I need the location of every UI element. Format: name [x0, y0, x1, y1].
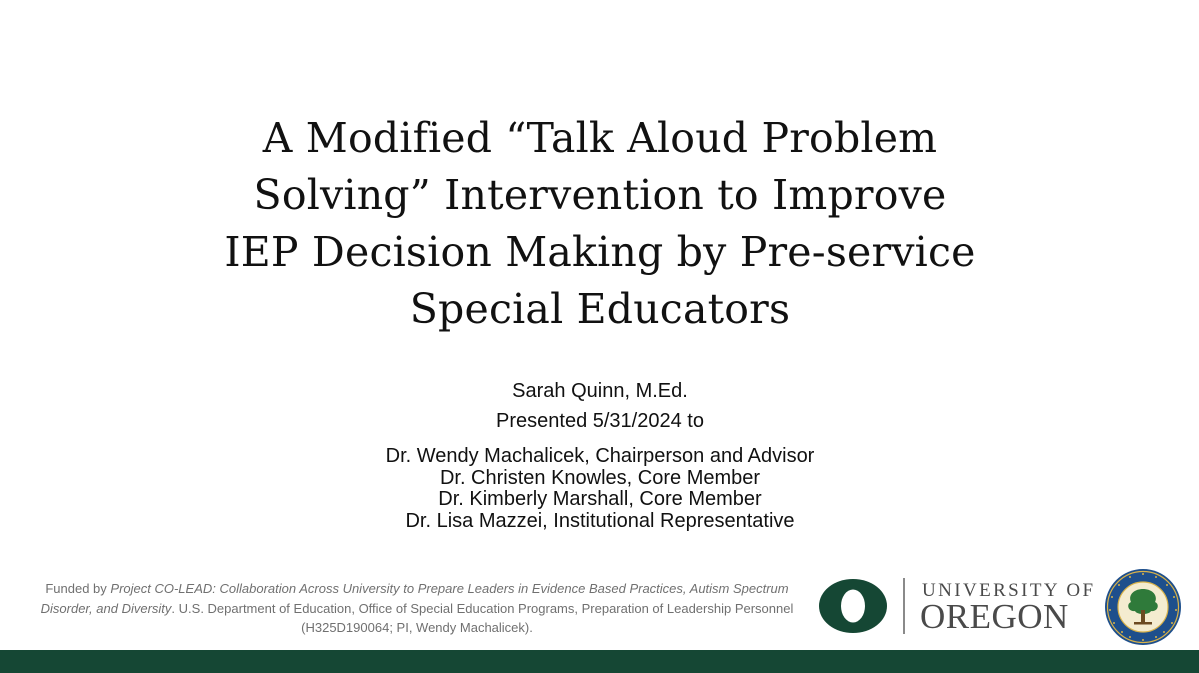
funding-prefix: Funded by [45, 581, 111, 596]
slide-title [150, 110, 1050, 338]
title-line: A Modified “Talk Aloud Problem [262, 114, 938, 162]
oregon-label: OREGON [920, 597, 1069, 636]
funding-statement [22, 579, 812, 638]
title-line: Solving” Intervention to Improve [253, 171, 947, 219]
funding-suffix: . U.S. Department of Education, Office of Special Education Programs, Preparation of Leadership Personnel (H325D190064; PI, Wendy Machalicek). [171, 600, 794, 635]
committee-list [250, 446, 950, 532]
committee-member: Dr. Wendy Machalicek, Chairperson and Advisor [385, 445, 815, 467]
logo-divider [903, 578, 905, 634]
title-line: IEP Decision Making by Pre-service [224, 228, 976, 276]
committee-member: Dr. Kimberly Marshall, Core Member [438, 488, 762, 510]
presenter-name: Sarah Quinn, M.Ed. [512, 380, 688, 402]
university-of-label: UNIVERSITY OF [922, 580, 1096, 601]
oregon-o-logo-icon [818, 578, 888, 634]
presenter-block [300, 376, 900, 436]
presented-date: Presented 5/31/2024 to [496, 410, 704, 432]
committee-member: Dr. Lisa Mazzei, Institutional Representative [405, 509, 795, 532]
department-of-education-seal-icon [1104, 568, 1182, 646]
footer-bar [0, 650, 1199, 673]
funding-project: Project CO-LEAD: Collaboration Across University to Prepare Leaders in Evidence Based Practices, Autism Spectrum Disorder, and Diversity [40, 581, 789, 616]
title-line: Special Educators [409, 285, 791, 333]
committee-member: Dr. Christen Knowles, Core Member [439, 466, 761, 489]
